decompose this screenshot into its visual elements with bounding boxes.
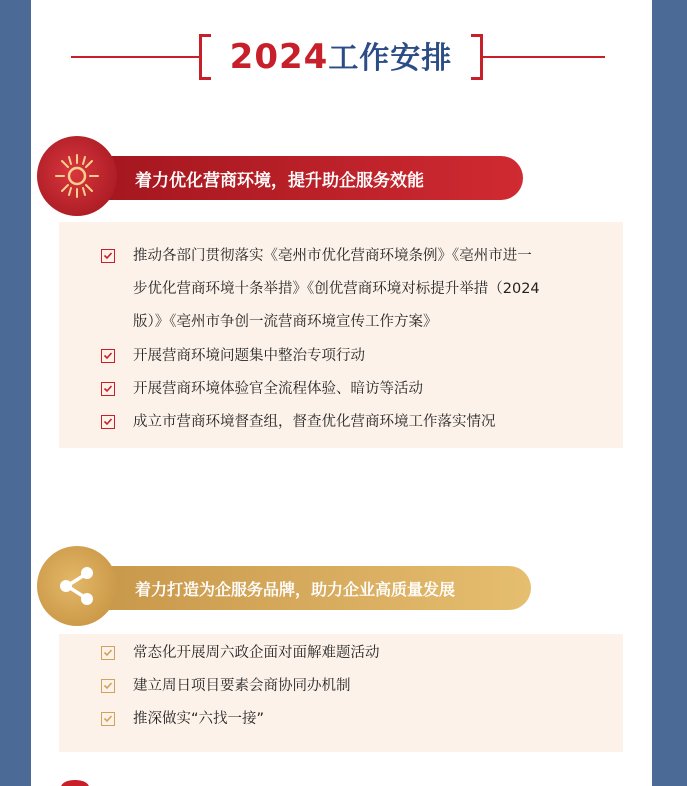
checkbox-icon bbox=[101, 679, 115, 693]
item-text: 推深做实“六找一接” bbox=[133, 711, 265, 727]
title-bracket-right bbox=[471, 34, 483, 80]
sun-icon bbox=[37, 136, 117, 216]
page-title bbox=[211, 34, 471, 80]
item-text: 版）》《亳州市争创一流营商环境宣传工作方案》 bbox=[133, 314, 438, 330]
section1-panel bbox=[59, 222, 623, 448]
checkbox-icon bbox=[101, 382, 115, 396]
section2-panel bbox=[59, 634, 623, 752]
share-icon bbox=[37, 546, 117, 626]
title-bracket-left bbox=[199, 34, 211, 80]
item-text: 开展营商环境问题集中整治专项行动 bbox=[133, 348, 365, 364]
checkbox-icon bbox=[101, 712, 115, 726]
title-text: 工作安排 bbox=[328, 41, 453, 76]
section1-item-3 bbox=[97, 373, 607, 406]
section-title bbox=[31, 28, 652, 88]
item-text: 成立市营商环境督查组，督查优化营商环境工作落实情况 bbox=[133, 414, 496, 430]
section2-item-2 bbox=[97, 670, 607, 703]
page bbox=[31, 0, 652, 786]
item-text: 常态化开展周六政企面对面解难题活动 bbox=[133, 645, 380, 661]
section1-banner bbox=[31, 136, 652, 216]
title-line-left bbox=[71, 56, 199, 58]
title-line-right bbox=[483, 56, 605, 58]
checkbox-icon bbox=[101, 349, 115, 363]
section2-heading bbox=[71, 566, 531, 610]
checkbox-icon bbox=[101, 646, 115, 660]
section2-item-3 bbox=[97, 703, 607, 736]
section1-heading-text: 着力优化营商环境，提升助企服务效能 bbox=[135, 170, 424, 191]
item-text: 开展营商环境体验官全流程体验、暗访等活动 bbox=[133, 381, 423, 397]
section2-item-1 bbox=[97, 637, 607, 670]
section1-heading bbox=[71, 156, 523, 200]
checkbox-icon bbox=[101, 415, 115, 429]
section2-banner bbox=[31, 546, 652, 626]
next-section-icon bbox=[61, 780, 89, 786]
section1-item-4 bbox=[97, 406, 607, 439]
item-text: 建立周日项目要素会商协同办机制 bbox=[133, 678, 351, 694]
section1-item-2 bbox=[97, 340, 607, 373]
checkbox-icon bbox=[101, 249, 115, 263]
title-year: 2024 bbox=[229, 37, 329, 77]
section2-heading-text: 着力打造为企服务品牌，助力企业高质量发展 bbox=[135, 579, 456, 599]
item-text: 步优化营商环境十条举措》《创优营商环境对标提升举措（2024 bbox=[133, 281, 540, 297]
section1-item-1 bbox=[97, 240, 607, 339]
item-text: 推动各部门贯彻落实《亳州市优化营商环境条例》《亳州市进一 bbox=[133, 248, 532, 264]
